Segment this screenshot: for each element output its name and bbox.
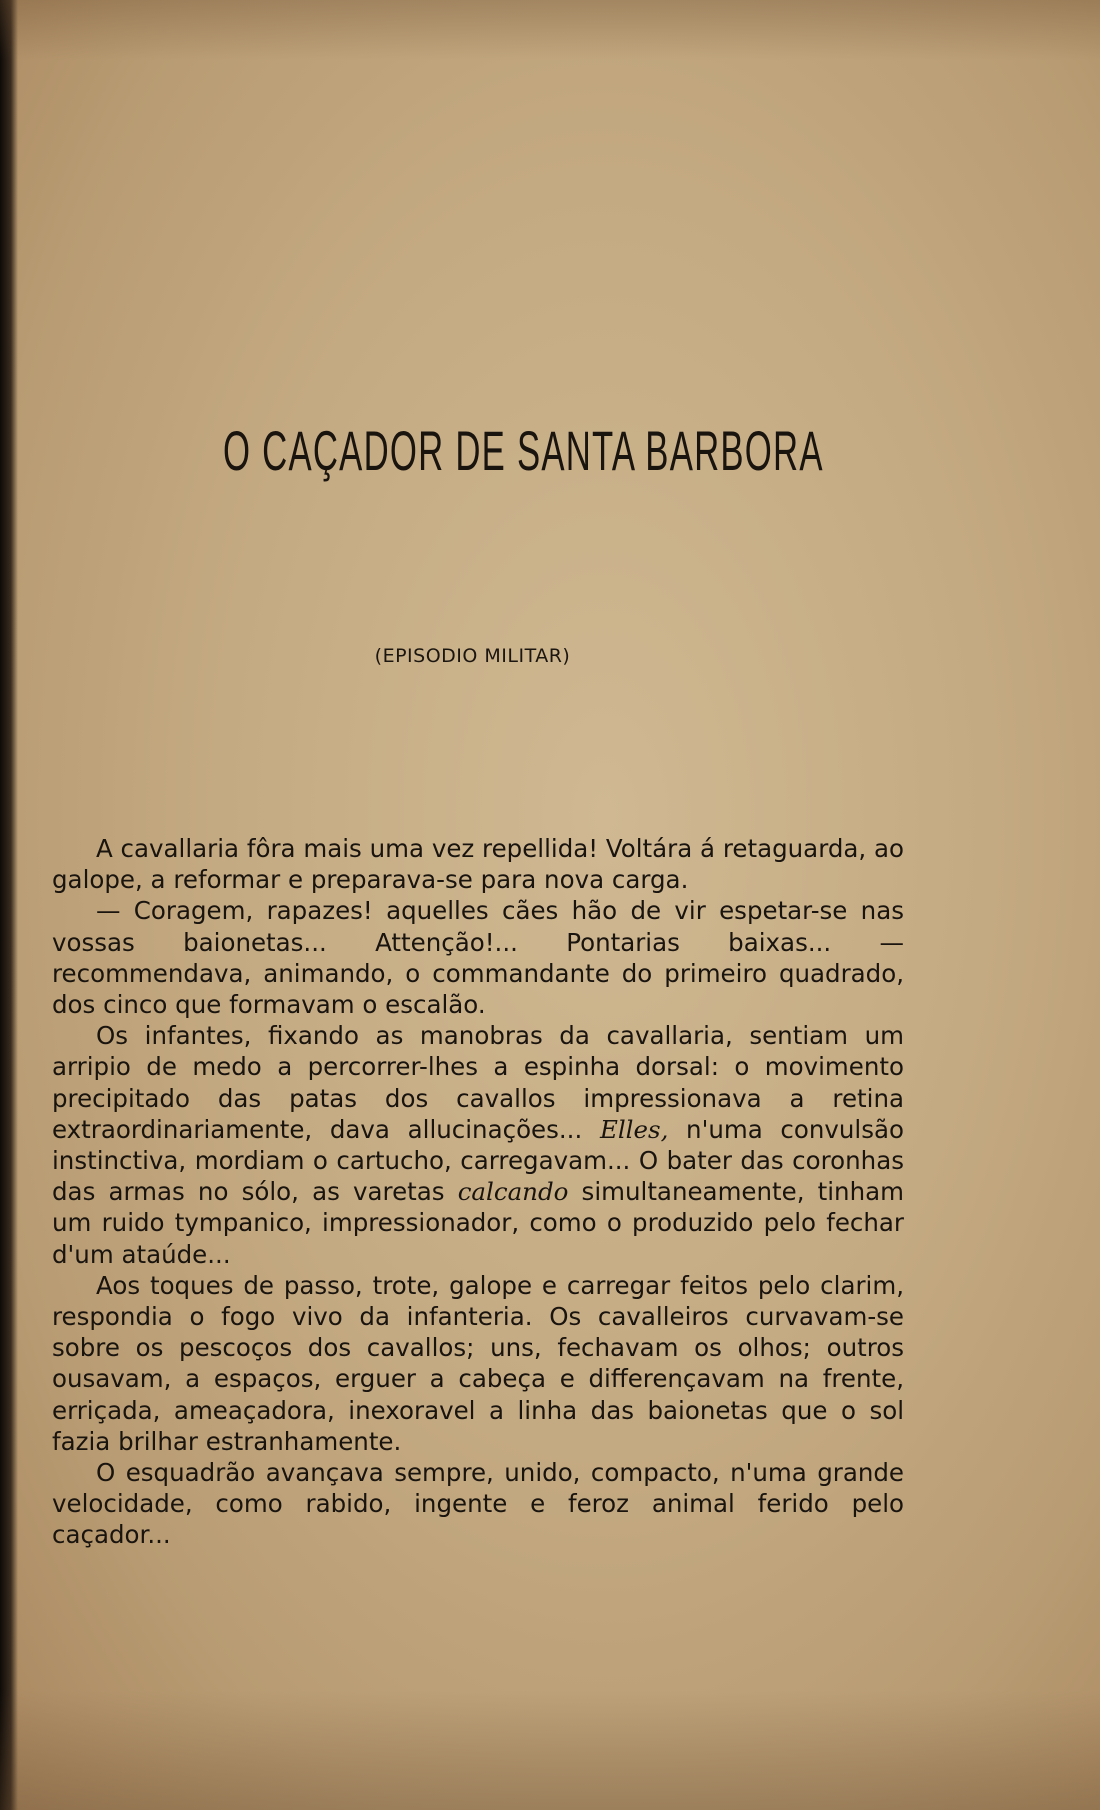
italic-text: calcando: [457, 1177, 569, 1207]
paragraph-text: Os infantes, fixando as manobras da cavallaria, sentiam um arripio de medo a percorrer-lhes a espinha dorsal: o movimento precipitado das patas dos cavallos impressionava a retina extraordinariamente, dava allucinações...: [52, 1021, 904, 1144]
chapter-subtitle: (EPISODIO MILITAR): [374, 645, 571, 667]
body-paragraph: [52, 1270, 904, 1457]
body-paragraph: [52, 895, 904, 1020]
chapter-title: O CAÇADOR DE SANTA BARBORA: [223, 419, 824, 482]
page-bottom-shading: [0, 1690, 1100, 1810]
body-text: [52, 833, 904, 1551]
paragraph-text: — Coragem, rapazes! aquelles cães hão de vir espetar-se nas vossas baionetas... Attenção!... Pontarias baixas... — recommendava, animando, o commandante do primeiro quadrado, dos cinco que formavam o escalão.: [52, 896, 904, 1020]
body-paragraph: [52, 1020, 904, 1270]
paragraph-text: Aos toques de passo, trote, galope e carregar feitos pelo clarim, respondia o fogo vivo da infanteria. Os cavalleiros curvavam-se sobre os pescoços dos cavallos; uns, fechavam os olhos; outros ousavam, a espaços, erguer a cabeça e differençavam na frente, erriçada, ameaçadora, inexoravel a linha das baionetas que o sol fazia brilhar estranhamente.: [52, 1270, 904, 1456]
page-binding-edge: [0, 0, 18, 1810]
paragraph-text: simultaneamente, tinham um ruido tympanico, impressionador, como o produzido pelo fechar d'um ataúde...: [52, 1177, 904, 1269]
body-paragraph: [52, 1457, 904, 1551]
page-top-shading: [0, 0, 1100, 60]
paragraph-text: n'uma convulsão instinctiva, mordiam o cartucho, carregavam... O bater das coronhas das armas no sólo, as varetas: [52, 1114, 904, 1207]
body-paragraph: [52, 833, 904, 895]
paragraph-text: A cavallaria fôra mais uma vez repellida! Voltára á retaguarda, ao galope, a reformar e preparava-se para nova carga.: [52, 834, 904, 895]
italic-text: Elles,: [599, 1114, 669, 1144]
paragraph-text: O esquadrão avançava sempre, unido, compacto, n'uma grande velocidade, como rabido, ingente e feroz animal ferido pelo caçador...: [52, 1458, 904, 1550]
